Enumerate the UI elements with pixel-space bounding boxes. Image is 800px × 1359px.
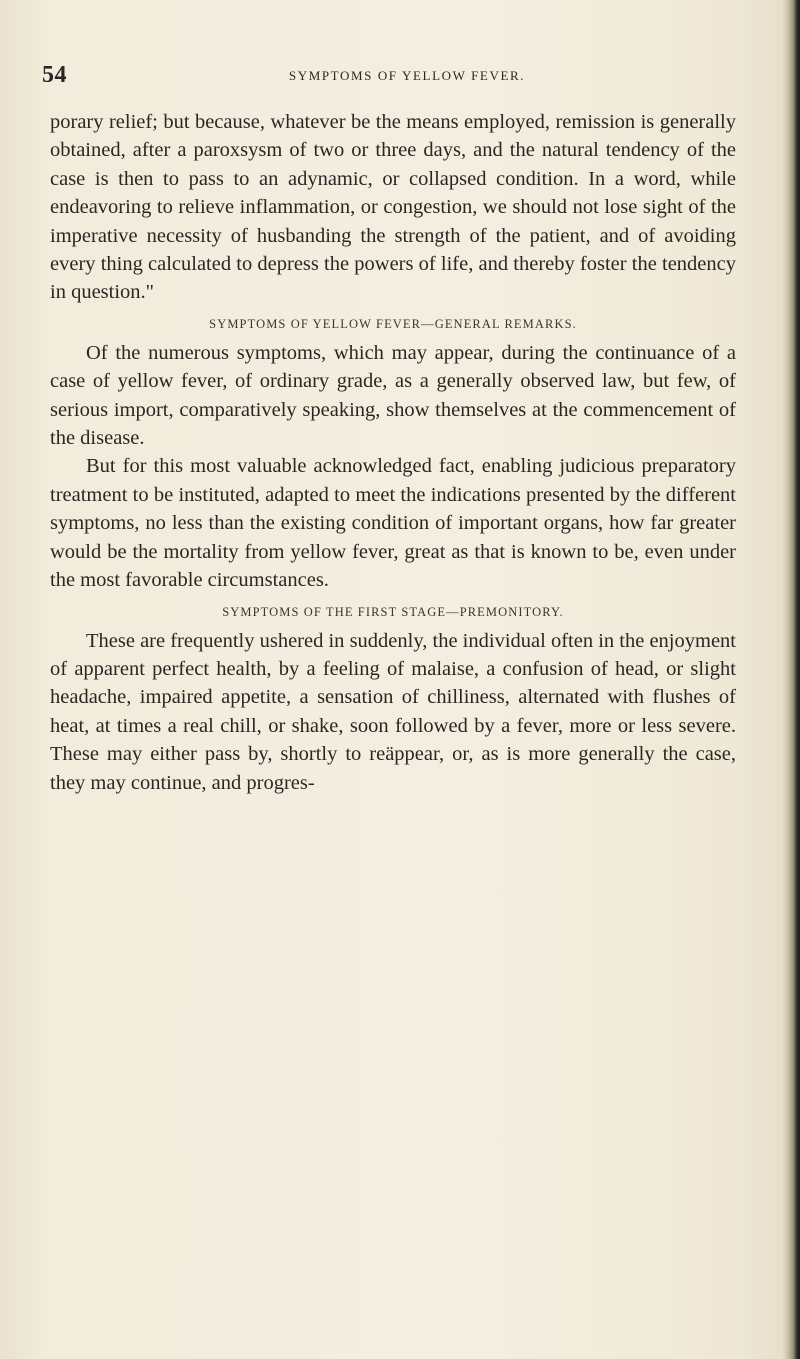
page-binding-edge	[782, 0, 800, 1359]
paragraph-premonitory: These are frequently ushered in suddenly, the individual often in the enjoyment of apparent perfect health, by a feeling of malaise, a confusion of head, or slight headache, impaired appetite, a sensation of chilliness, alternated with flushes of heat, at times a real chill, or shake, soon followed by a fever, more or less severe. These may either pass by, shortly to reäppear, or, as is more generally the case, they may continue, and progres-	[50, 629, 736, 794]
paragraph-numerous-symptoms: Of the numerous symptoms, which may appear, during the continuance of a case of yellow fever, of ordinary grade, as a generally observed law, but few, of serious import, comparatively speaking, show themselves at the commencement of the disease.	[50, 341, 736, 450]
page-header	[42, 62, 742, 86]
paragraph-acknowledged-fact: But for this most valuable acknowledged fact, enabling judicious preparatory treatment to be instituted, adapted to meet the indications presented by the different symptoms, no less than the existing condition of important organs, how far greater would be the mortality from yellow fever, great as that is known to be, even under the most favorable circumstances.	[50, 455, 736, 592]
running-title: SYMPTOMS OF YELLOW FEVER.	[288, 68, 526, 83]
paragraph-continuation: porary relief; but because, whatever be the means employed, remission is generally obtained, after a paroxsysm of two or three days, and the natural tendency of the case is then to pass to an adynamic, or collapsed condition. In a word, while endeavoring to relieve inflammation, or congestion, we should not lose sight of the imperative necessity of husbanding the strength of the patient, and of avoiding every thing calculated to depress the powers of life, and thereby foster the tendency in question."	[50, 111, 736, 304]
page-number: 54	[42, 62, 67, 88]
section-heading-first-stage: SYMPTOMS OF THE FIRST STAGE—PREMONITORY.	[222, 604, 564, 619]
section-heading-general-remarks: SYMPTOMS OF YELLOW FEVER—GENERAL REMARKS.	[209, 316, 577, 331]
page-body	[50, 108, 736, 797]
